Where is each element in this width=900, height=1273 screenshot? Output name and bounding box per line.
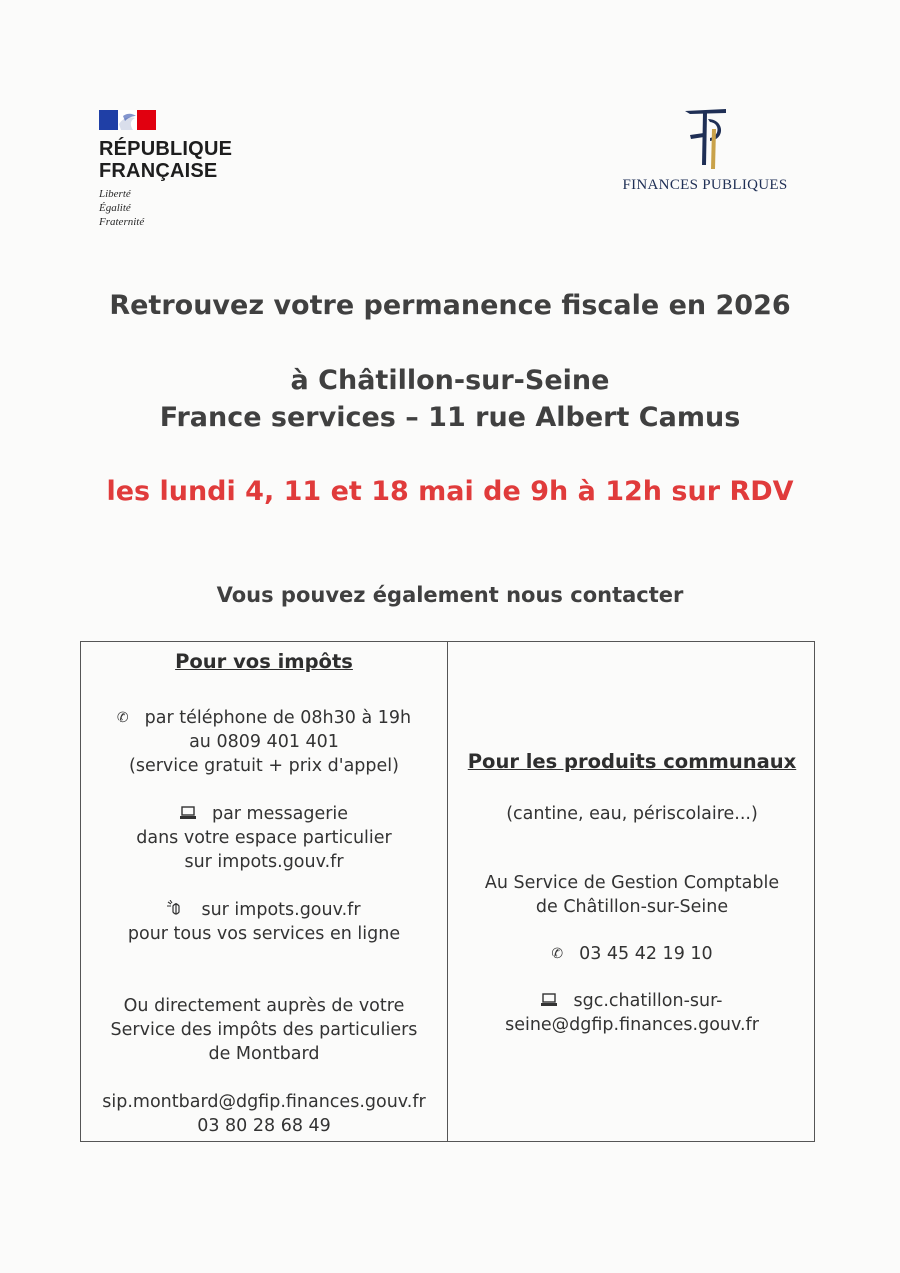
republique-francaise-block <box>99 108 232 229</box>
communaux-heading: Pour les produits communaux <box>467 750 797 773</box>
republique-francaise-name <box>99 138 232 182</box>
finances-publiques-logo <box>670 105 740 173</box>
phone-hours: par téléphone de 08h30 à 19h <box>144 708 412 728</box>
direct-line2: Service des impôts des particuliers <box>110 1020 418 1040</box>
motto-liberte: Liberté <box>99 188 131 200</box>
motto-egalite: Égalité <box>99 202 131 214</box>
direct-contact <box>81 994 447 1066</box>
sip-email: sip.montbard@dgfip.finances.gouv.fr <box>102 1092 426 1112</box>
phone-contact <box>81 706 447 778</box>
online-line1 <box>81 898 447 922</box>
communaux-subtitle: (cantine, eau, périscolaire...) <box>506 804 758 824</box>
direct-line3: de Montbard <box>208 1044 320 1064</box>
sgc-email-line2: seine@dgfip.finances.gouv.fr <box>505 1015 759 1035</box>
phone-icon: ✆ <box>551 946 564 962</box>
messaging-contact <box>81 802 447 874</box>
phone-line1 <box>81 706 447 730</box>
sip-contact <box>81 1090 447 1138</box>
online-site: sur impots.gouv.fr <box>201 900 361 920</box>
direct-line1: Ou directement auprès de votre <box>123 996 405 1016</box>
messaging-site: sur impots.gouv.fr <box>184 852 344 872</box>
contact-heading: Vous pouvez également nous contacter <box>216 583 684 607</box>
phone-number: au 0809 401 401 <box>189 732 339 752</box>
online-services: pour tous vos services en ligne <box>127 924 401 944</box>
messaging-space: dans votre espace particulier <box>136 828 392 848</box>
sgc-line2: de Châtillon-sur-Seine <box>535 897 729 917</box>
messaging-label: par messagerie <box>211 804 349 824</box>
messaging-line1 <box>81 802 447 826</box>
sgc-email-line1-row <box>448 989 816 1013</box>
permanence-dates: les lundi 4, 11 et 18 mai de 9h à 12h sur RDV <box>106 476 794 507</box>
rf-name-line1: RÉPUBLIQUE <box>99 138 233 160</box>
sgc-email-block <box>448 989 816 1037</box>
page-title: Retrouvez votre permanence fiscale en 2026 <box>109 290 791 321</box>
online-contact <box>81 898 447 946</box>
sgc-phone-row <box>448 942 816 966</box>
motto-fraternite: Fraternité <box>99 216 145 228</box>
rf-name-line2: FRANÇAISE <box>99 160 218 182</box>
phone-note: (service gratuit + prix d'appel) <box>129 756 399 776</box>
rf-motto <box>99 187 232 229</box>
location-address: France services – 11 rue Albert Camus <box>159 402 741 433</box>
location-city: à Châtillon-sur-Seine <box>290 365 610 396</box>
finances-publiques-name: FINANCES PUBLIQUES <box>622 177 788 193</box>
mouse-click-icon <box>167 898 185 922</box>
computer-icon <box>180 802 196 826</box>
sgc-email-line1: sgc.chatillon-sur- <box>573 991 723 1011</box>
phone-icon: ✆ <box>116 710 129 726</box>
sgc-service <box>448 871 816 919</box>
sip-phone: 03 80 28 68 49 <box>197 1116 331 1136</box>
finances-publiques-block <box>610 105 800 194</box>
marianne-flag-logo <box>99 108 156 132</box>
sgc-phone: 03 45 42 19 10 <box>579 944 713 964</box>
impots-heading: Pour vos impôts <box>175 650 353 673</box>
computer-icon <box>541 989 557 1013</box>
sgc-line1: Au Service de Gestion Comptable <box>484 873 780 893</box>
contact-table <box>80 641 815 1142</box>
